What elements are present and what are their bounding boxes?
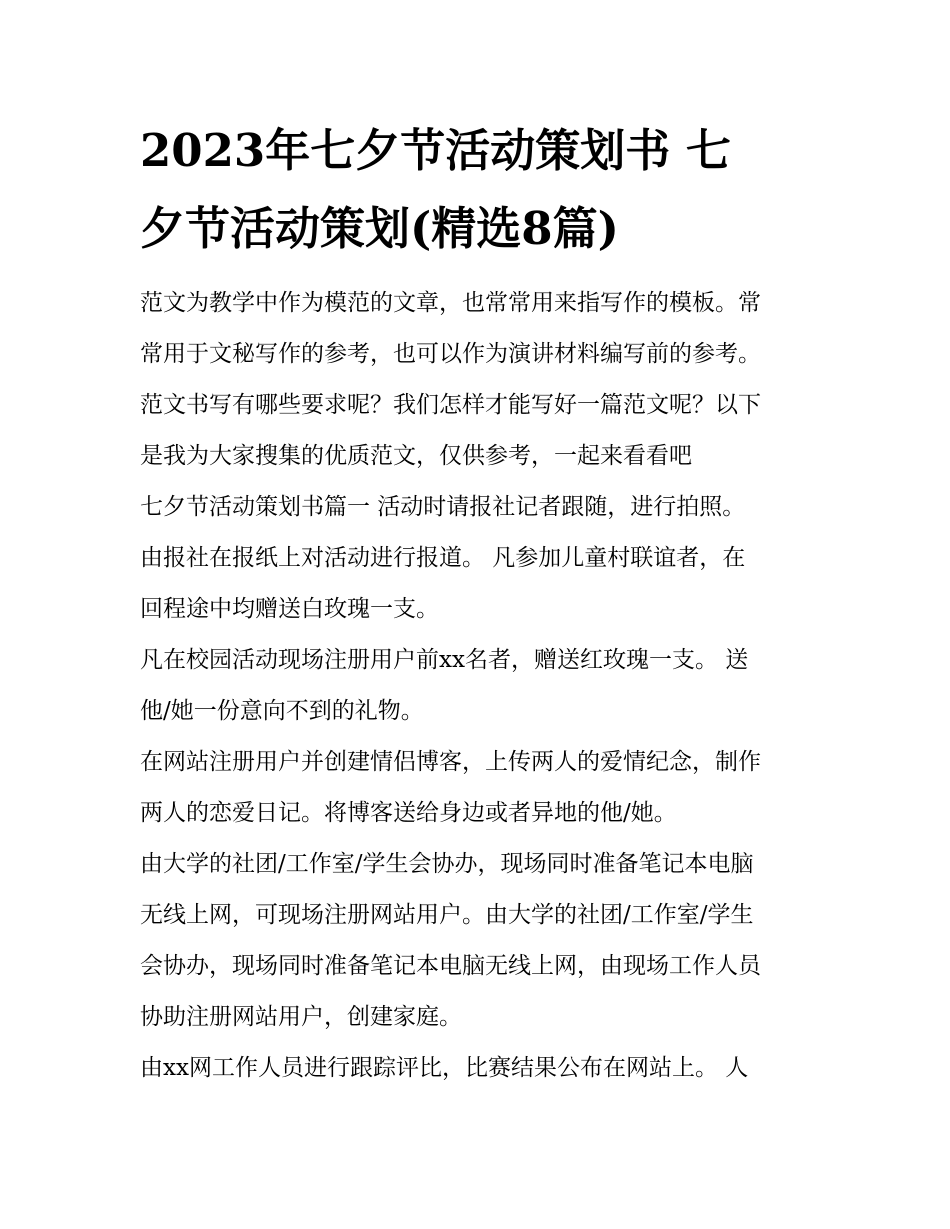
document-title xyxy=(140,112,820,268)
body-line: 会协办，现场同时准备笔记本电脑无线上网，由现场工作人员 xyxy=(140,953,761,979)
body-line: 两人的恋爱日记。将博客送给身边或者异地的他/她。 xyxy=(140,800,677,826)
body-line: 无线上网，可现场注册网站用户。由大学的社团/工作室/学生 xyxy=(140,902,754,928)
document-body xyxy=(140,278,820,1094)
body-line: 范文书写有哪些要求呢？我们怎样才能写好一篇范文呢？以下 xyxy=(140,392,761,418)
body-line: 由大学的社团/工作室/学生会协办，现场同时准备笔记本电脑 xyxy=(140,851,754,877)
body-line: 在网站注册用户并创建情侣博客，上传两人的爱情纪念，制作 xyxy=(140,749,761,775)
title-line: 2023年七夕节活动策划书 七 xyxy=(140,124,731,177)
body-line: 协助注册网站用户，创建家庭。 xyxy=(140,1004,462,1030)
body-line: 他/她一份意向不到的礼物。 xyxy=(140,698,424,724)
body-line: 七夕节活动策划书篇一 活动时请报社记者跟随，进行拍照。 xyxy=(140,494,746,520)
body-line: 由报社在报纸上对活动进行报道。 凡参加儿童村联谊者，在 xyxy=(140,545,746,571)
title-line: 夕节活动策划(精选8篇) xyxy=(140,202,619,255)
body-line: 是我为大家搜集的优质范文，仅供参考，一起来看看吧 xyxy=(140,443,692,469)
body-line: 由xx网工作人员进行跟踪评比，比赛结果公布在网站上。 人 xyxy=(140,1055,749,1081)
body-line: 常用于文秘写作的参考，也可以作为演讲材料编写前的参考。 xyxy=(140,341,761,367)
body-line: 回程途中均赠送白玫瑰一支。 xyxy=(140,596,439,622)
body-line: 范文为教学中作为模范的文章，也常常用来指写作的模板。常 xyxy=(140,290,761,316)
body-line: 凡在校园活动现场注册用户前xx名者，赠送红玫瑰一支。 送 xyxy=(140,647,749,673)
